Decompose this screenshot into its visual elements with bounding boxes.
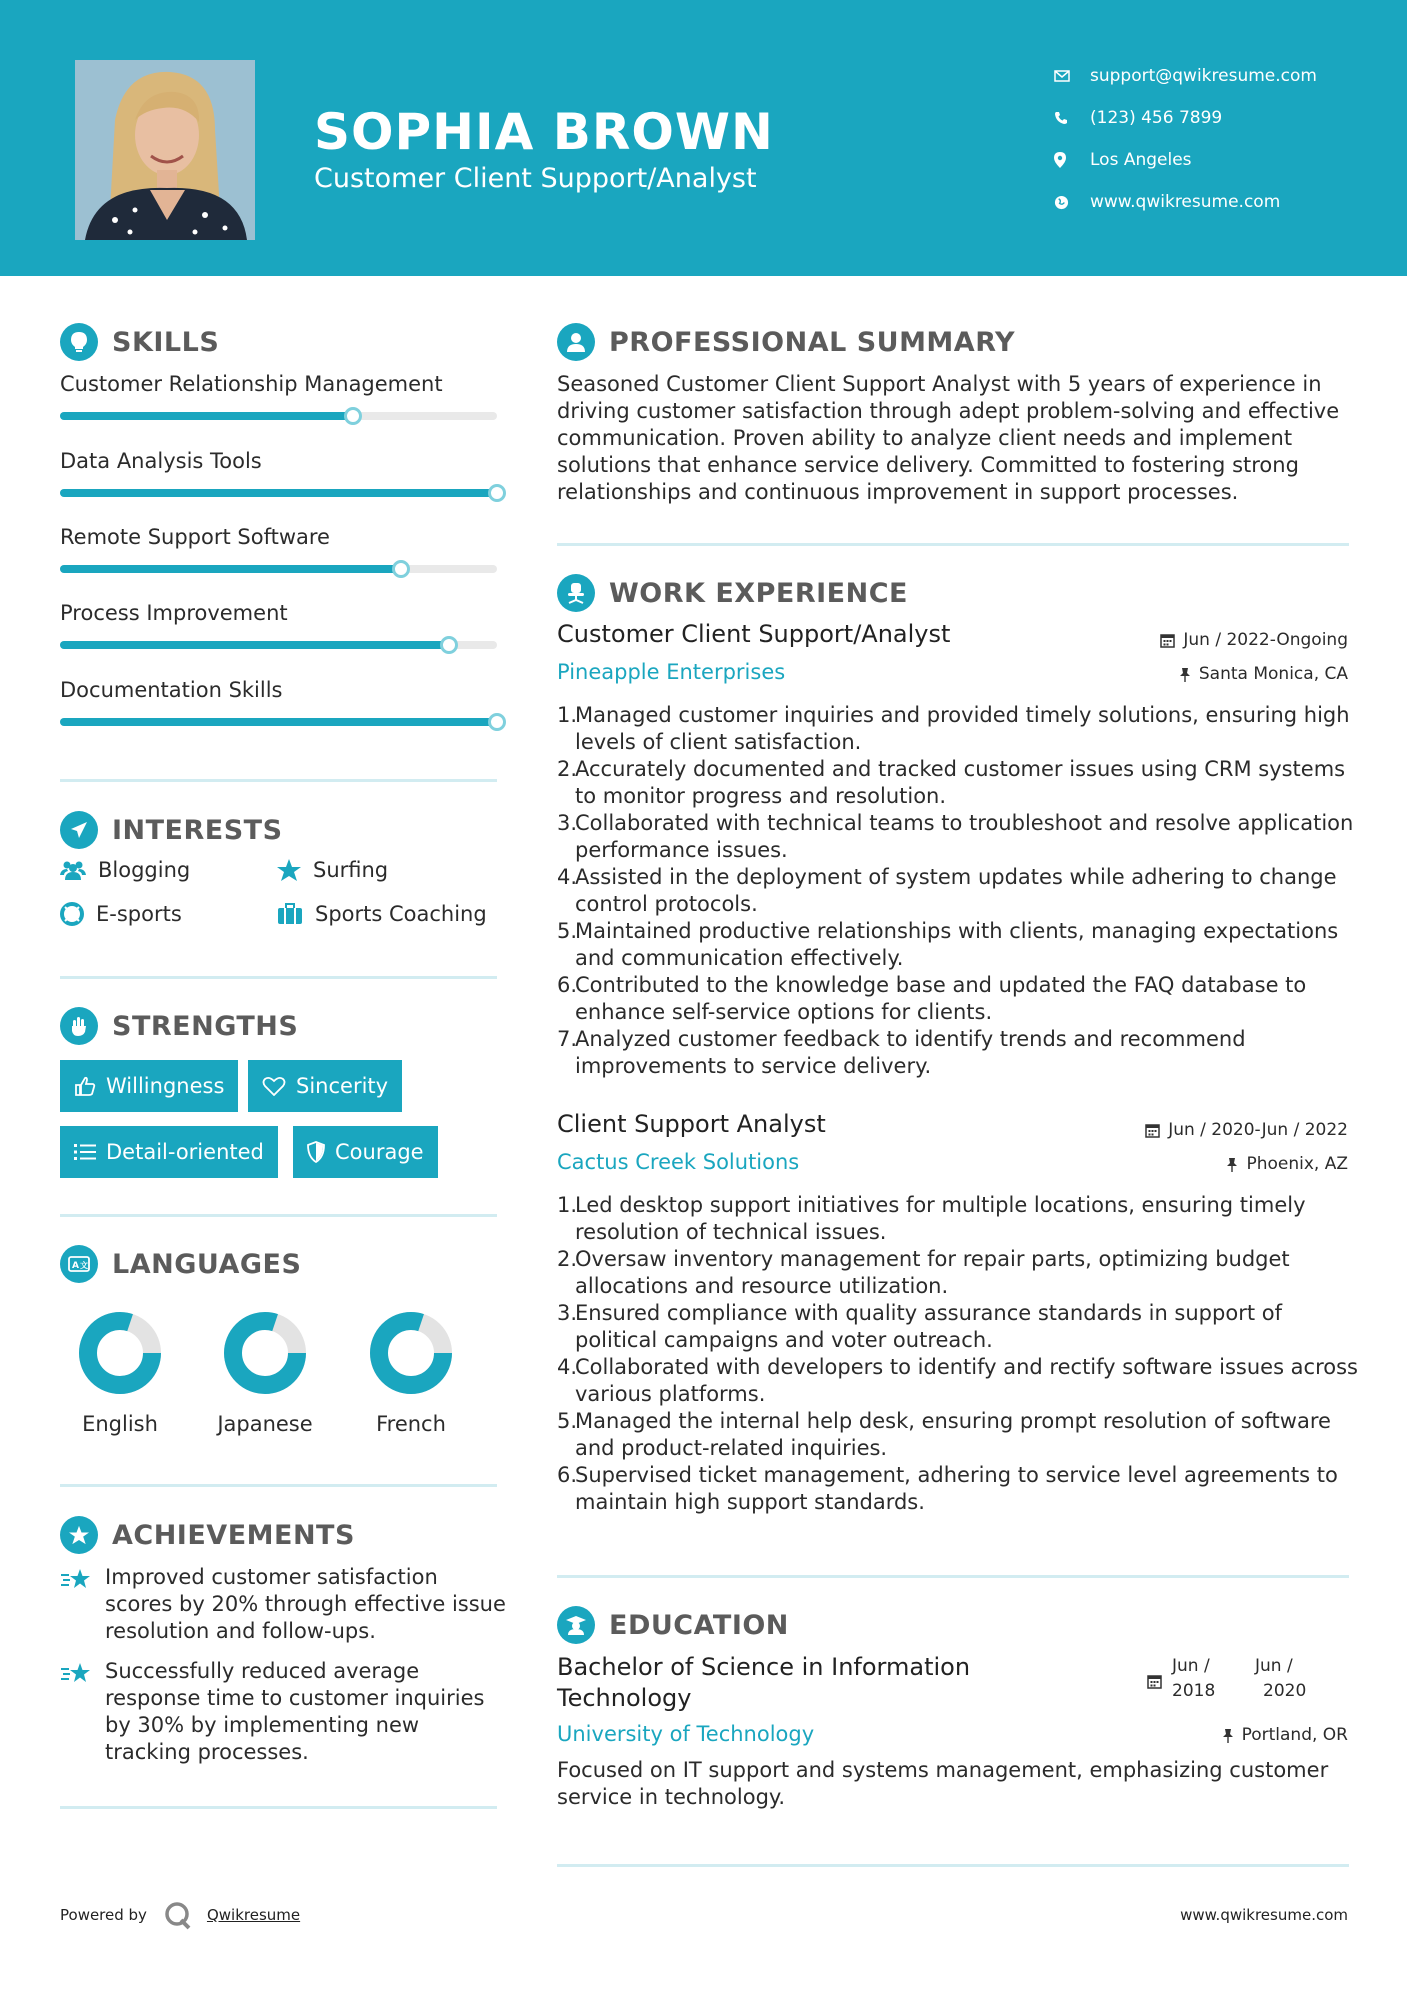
languages-heading-text: LANGUAGES bbox=[112, 1248, 302, 1280]
calendar-icon bbox=[1160, 633, 1175, 648]
job-dates bbox=[1145, 1120, 1348, 1140]
svg-text:A: A bbox=[72, 1261, 80, 1271]
job-bullet-list bbox=[557, 702, 1362, 1080]
skills-heading bbox=[60, 323, 219, 361]
skill-bar bbox=[60, 718, 497, 726]
job-bullet: 7. Analyzed customer feedback to identify trends and recommend improvements to service delivery. bbox=[557, 1026, 1362, 1080]
job-bullet-text: Collaborated with technical teams to troubleshoot and resolve application performance issues. bbox=[575, 811, 1354, 862]
briefcase-icon bbox=[277, 903, 303, 925]
strengths-heading bbox=[60, 1007, 298, 1045]
job-bullet: 2. Accurately documented and tracked customer issues using CRM systems to monitor progress and resolution. bbox=[557, 756, 1362, 810]
job-bullet-text: Collaborated with developers to identify and rectify software issues across various platforms. bbox=[575, 1355, 1358, 1406]
interests-heading bbox=[60, 811, 283, 849]
section-divider bbox=[557, 1575, 1349, 1578]
job-bullet: 5. Maintained productive relationships with clients, managing expectations and communication effectively. bbox=[557, 918, 1362, 972]
skill-label: Customer Relationship Management bbox=[60, 372, 443, 396]
contact-phone-text: (123) 456 7899 bbox=[1090, 108, 1223, 128]
pushpin-icon bbox=[1179, 667, 1191, 682]
interests-heading-text: INTERESTS bbox=[112, 814, 283, 846]
strengths-heading-text: STRENGTHS bbox=[112, 1010, 299, 1042]
strength-badge bbox=[60, 1126, 278, 1178]
job-bullet: 2. Oversaw inventory management for repair parts, optimizing budget allocations and resource utilization. bbox=[557, 1246, 1362, 1300]
languages-heading bbox=[60, 1245, 301, 1283]
interest-item bbox=[60, 858, 190, 882]
section-divider bbox=[60, 779, 497, 782]
job-bullet: 4. Collaborated with developers to identify and rectify software issues across various platforms. bbox=[557, 1354, 1362, 1408]
qwikresume-link[interactable]: Qwikresume bbox=[206, 1906, 301, 1924]
life-ring-icon bbox=[60, 902, 84, 926]
graduate-icon bbox=[557, 1606, 595, 1644]
avatar-illustration bbox=[75, 60, 255, 240]
shooting-star-icon bbox=[60, 1564, 105, 1645]
candidate-name: SOPHIA BROWN bbox=[314, 103, 774, 161]
shooting-star-icon bbox=[60, 1658, 105, 1766]
strength-label: Detail-oriented bbox=[106, 1140, 264, 1164]
contact-location bbox=[1054, 139, 1317, 181]
profile-photo bbox=[75, 60, 255, 240]
education-date-part: Jun / bbox=[1255, 1656, 1293, 1676]
achievement-item bbox=[60, 1564, 510, 1645]
translate-icon bbox=[60, 1245, 98, 1283]
achievements-heading bbox=[60, 1516, 355, 1554]
interest-label: Sports Coaching bbox=[315, 902, 487, 926]
company-name: Pineapple Enterprises bbox=[557, 660, 786, 684]
interest-item bbox=[60, 902, 182, 926]
job-bullet-text: Led desktop support initiatives for multiple locations, ensuring timely resolution of technical issues. bbox=[575, 1193, 1306, 1244]
skill-bar bbox=[60, 489, 497, 497]
skills-heading-text: SKILLS bbox=[112, 326, 220, 358]
skill-label: Process Improvement bbox=[60, 601, 288, 625]
strength-label: Sincerity bbox=[296, 1074, 389, 1098]
skill-item bbox=[60, 372, 500, 396]
thumbs-up-icon bbox=[74, 1075, 96, 1097]
language-label: French bbox=[376, 1412, 446, 1436]
language-donut bbox=[77, 1310, 163, 1396]
job-location-text: Santa Monica, CA bbox=[1198, 664, 1348, 684]
list-icon bbox=[74, 1143, 96, 1161]
location-pin-icon bbox=[1054, 152, 1090, 168]
skill-bar bbox=[60, 412, 497, 420]
interest-item bbox=[277, 858, 388, 882]
section-divider bbox=[557, 1864, 1349, 1867]
section-divider bbox=[60, 1806, 497, 1809]
contact-phone[interactable] bbox=[1054, 97, 1317, 139]
job-location bbox=[1226, 1154, 1348, 1174]
summary-heading bbox=[557, 323, 1015, 361]
summary-heading-text: PROFESSIONAL SUMMARY bbox=[609, 326, 1016, 358]
job-bullet: 1. Managed customer inquiries and provided timely solutions, ensuring high levels of client satisfaction. bbox=[557, 702, 1362, 756]
powered-by-label: Powered by bbox=[60, 1906, 147, 1924]
section-divider bbox=[60, 1214, 497, 1217]
office-chair-icon bbox=[557, 574, 595, 612]
job-bullet: 5. Managed the internal help desk, ensuring prompt resolution of software and product-related inquiries. bbox=[557, 1408, 1362, 1462]
company-name: Cactus Creek Solutions bbox=[557, 1150, 800, 1174]
language-item bbox=[351, 1310, 471, 1436]
job-location bbox=[1179, 664, 1348, 684]
education-end-date bbox=[1255, 1654, 1306, 1704]
education-date-part: 2018 bbox=[1172, 1681, 1216, 1701]
language-label: Japanese bbox=[217, 1412, 313, 1436]
education-heading-text: EDUCATION bbox=[609, 1609, 789, 1641]
resume-header bbox=[0, 0, 1407, 276]
job-bullet-text: Contributed to the knowledge base and updated the FAQ database to enhance self-service options for clients. bbox=[575, 973, 1307, 1024]
qwikresume-logo-icon bbox=[163, 1900, 193, 1930]
skill-bar-knob bbox=[488, 484, 506, 502]
degree-title bbox=[557, 1652, 997, 1714]
skill-bar-knob bbox=[344, 407, 362, 425]
skill-bar-fill bbox=[60, 489, 497, 497]
job-bullet: 3. Ensured compliance with quality assurance standards in support of political campaigns and voter outreach. bbox=[557, 1300, 1362, 1354]
strength-label: Courage bbox=[335, 1140, 424, 1164]
lightbulb-icon bbox=[60, 323, 98, 361]
skill-item bbox=[60, 449, 500, 473]
skill-item bbox=[60, 678, 500, 702]
pushpin-icon bbox=[1226, 1157, 1238, 1172]
skill-bar-knob bbox=[392, 560, 410, 578]
job-bullet: 6. Contributed to the knowledge base and updated the FAQ database to enhance self-service options for clients. bbox=[557, 972, 1362, 1026]
skill-bar-fill bbox=[60, 565, 401, 573]
education-start-date bbox=[1172, 1654, 1215, 1704]
contact-website[interactable] bbox=[1054, 181, 1317, 223]
candidate-role: Customer Client Support/Analyst bbox=[314, 163, 757, 194]
heart-icon bbox=[262, 1076, 286, 1096]
pushpin-icon bbox=[1222, 1728, 1234, 1743]
paper-plane-icon bbox=[60, 811, 98, 849]
job-bullet-text: Analyzed customer feedback to identify trends and recommend improvements to service delivery. bbox=[575, 1027, 1246, 1078]
education-location-text: Portland, OR bbox=[1241, 1725, 1348, 1745]
language-donut bbox=[368, 1310, 454, 1396]
phone-icon bbox=[1054, 111, 1090, 125]
footer-url[interactable]: www.qwikresume.com bbox=[1180, 1906, 1348, 1924]
job-bullet-list bbox=[557, 1192, 1362, 1516]
section-divider bbox=[557, 543, 1349, 546]
language-label: English bbox=[82, 1412, 158, 1436]
language-item bbox=[60, 1310, 180, 1436]
skill-bar bbox=[60, 641, 497, 649]
users-icon bbox=[60, 860, 86, 880]
contact-location-text: Los Angeles bbox=[1090, 150, 1192, 170]
education-location bbox=[1222, 1725, 1348, 1745]
job-dates-text: Jun / 2022-Ongoing bbox=[1183, 630, 1348, 650]
job-bullet: 4. Assisted in the deployment of system updates while adhering to change control protocols. bbox=[557, 864, 1362, 918]
skill-label: Documentation Skills bbox=[60, 678, 283, 702]
job-bullet-text: Ensured compliance with quality assurance standards in support of political campaigns and voter outreach. bbox=[575, 1301, 1282, 1352]
star-icon bbox=[277, 859, 301, 881]
contact-email[interactable] bbox=[1054, 55, 1317, 97]
interest-item bbox=[277, 902, 487, 926]
school-name: University of Technology bbox=[557, 1722, 815, 1746]
degree-line: Technology bbox=[557, 1684, 692, 1712]
skill-bar-knob bbox=[488, 713, 506, 731]
job-bullet-text: Maintained productive relationships with clients, managing expectations and communication effectively. bbox=[575, 919, 1339, 970]
contact-website-text: www.qwikresume.com bbox=[1090, 192, 1281, 212]
skill-bar-fill bbox=[60, 718, 497, 726]
user-icon bbox=[557, 323, 595, 361]
strength-badge bbox=[248, 1060, 402, 1112]
skill-bar-fill bbox=[60, 412, 353, 420]
hand-icon bbox=[60, 1007, 98, 1045]
job-bullet-text: Managed customer inquiries and provided timely solutions, ensuring high levels of client satisfaction. bbox=[575, 703, 1350, 754]
skill-item bbox=[60, 525, 500, 549]
achievement-item bbox=[60, 1658, 510, 1766]
strength-badge bbox=[60, 1060, 238, 1112]
interest-label: Surfing bbox=[313, 858, 389, 882]
shield-icon bbox=[307, 1141, 325, 1163]
job-title: Customer Client Support/Analyst bbox=[557, 620, 951, 648]
job-bullet-text: Oversaw inventory management for repair parts, optimizing budget allocations and resource utilization. bbox=[575, 1247, 1290, 1298]
calendar-icon bbox=[1147, 1674, 1162, 1693]
job-title: Client Support Analyst bbox=[557, 1110, 826, 1138]
language-item bbox=[205, 1310, 325, 1436]
footer-powered-by bbox=[60, 1900, 300, 1930]
job-bullet-text: Supervised ticket management, adhering to service level agreements to maintain high support standards. bbox=[575, 1463, 1338, 1514]
job-bullet-text: Assisted in the deployment of system updates while adhering to change control protocols. bbox=[575, 865, 1337, 916]
award-star-icon bbox=[60, 1516, 98, 1554]
skill-bar bbox=[60, 565, 497, 573]
contact-email-text: support@qwikresume.com bbox=[1090, 66, 1317, 86]
achievements-heading-text: ACHIEVEMENTS bbox=[112, 1519, 355, 1551]
job-bullet: 6. Supervised ticket management, adhering to service level agreements to maintain high support standards. bbox=[557, 1462, 1362, 1516]
interest-label: Blogging bbox=[98, 858, 191, 882]
mail-icon bbox=[1054, 70, 1090, 82]
summary-text: Seasoned Customer Client Support Analyst with 5 years of experience in driving customer satisfaction through adept problem-solving and effective communication. Proven ability to analyze client needs and implement solutions that enhance service delivery. Committed to fostering strong relationships and continuous improvement in support processes. bbox=[557, 372, 1340, 504]
svg-text:文: 文 bbox=[80, 1261, 89, 1270]
experience-heading bbox=[557, 574, 908, 612]
strength-label: Willingness bbox=[106, 1074, 225, 1098]
job-bullet-text: Managed the internal help desk, ensuring prompt resolution of software and product-related inquiries. bbox=[575, 1409, 1331, 1460]
section-divider bbox=[60, 1484, 497, 1487]
skill-item bbox=[60, 601, 500, 625]
education-description: Focused on IT support and systems management, emphasizing customer service in technology. bbox=[557, 1758, 1329, 1809]
skill-bar-knob bbox=[440, 636, 458, 654]
education-date-part: 2020 bbox=[1263, 1681, 1307, 1701]
skill-label: Remote Support Software bbox=[60, 525, 330, 549]
section-divider bbox=[60, 976, 497, 979]
language-donut bbox=[222, 1310, 308, 1396]
job-dates-text: Jun / 2020-Jun / 2022 bbox=[1168, 1120, 1348, 1140]
job-dates bbox=[1160, 630, 1348, 650]
education-heading bbox=[557, 1606, 789, 1644]
job-location-text: Phoenix, AZ bbox=[1246, 1154, 1348, 1174]
achievement-text: Successfully reduced average response time to customer inquiries by 30% by implementing new tracking processes. bbox=[105, 1659, 485, 1764]
contact-list bbox=[1054, 55, 1317, 223]
job-bullet-text: Accurately documented and tracked customer issues using CRM systems to monitor progress and resolution. bbox=[575, 757, 1346, 808]
globe-icon bbox=[1054, 195, 1090, 210]
strength-badge bbox=[293, 1126, 438, 1178]
skill-bar-fill bbox=[60, 641, 449, 649]
degree-line: Bachelor of Science in Information bbox=[557, 1653, 971, 1681]
achievement-text: Improved customer satisfaction scores by 20% through effective issue resolution and follow-ups. bbox=[105, 1565, 506, 1643]
education-date-part: Jun / bbox=[1172, 1656, 1210, 1676]
job-bullet: 1. Led desktop support initiatives for multiple locations, ensuring timely resolution of technical issues. bbox=[557, 1192, 1362, 1246]
interest-label: E-sports bbox=[96, 902, 182, 926]
job-bullet: 3. Collaborated with technical teams to troubleshoot and resolve application performance issues. bbox=[557, 810, 1362, 864]
experience-heading-text: WORK EXPERIENCE bbox=[609, 577, 908, 609]
skill-label: Data Analysis Tools bbox=[60, 449, 262, 473]
calendar-icon bbox=[1145, 1123, 1160, 1138]
